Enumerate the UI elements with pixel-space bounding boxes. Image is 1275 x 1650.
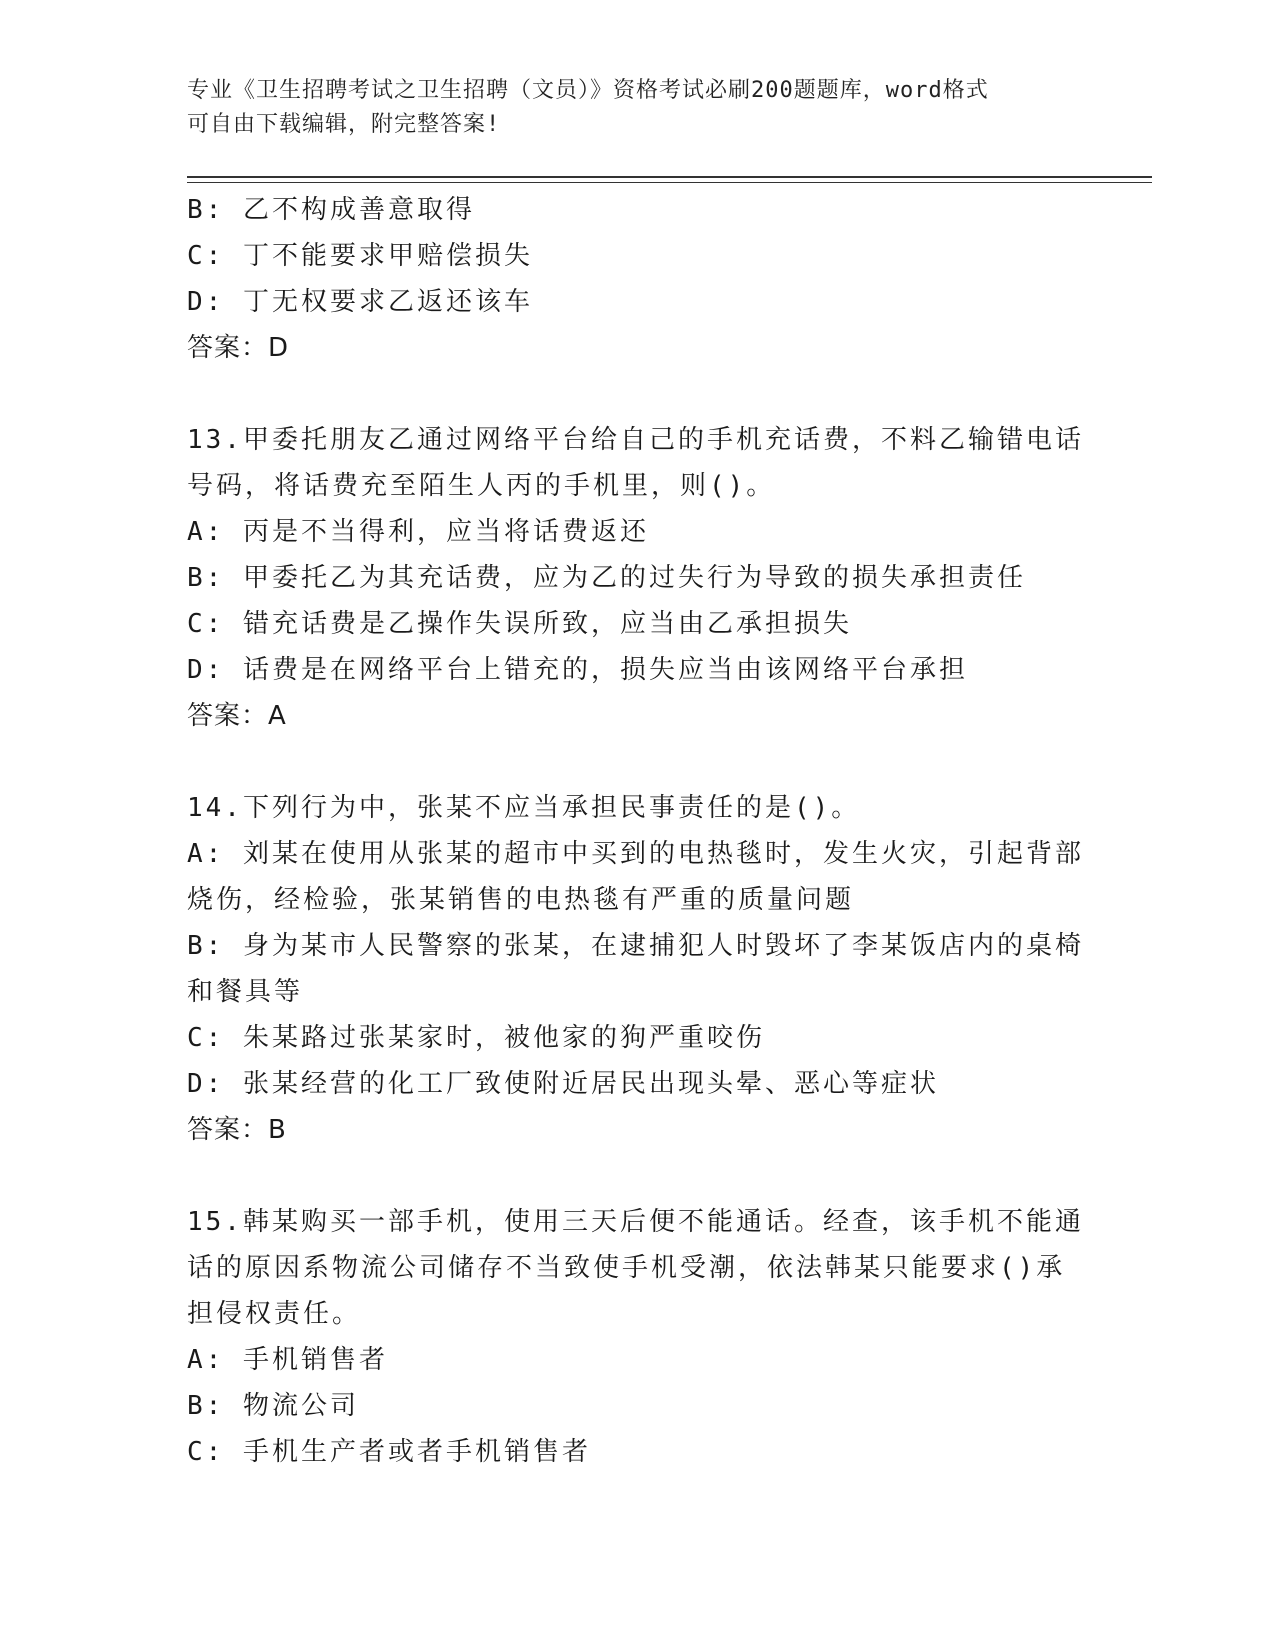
option-b: B: 物流公司 [187,1391,359,1421]
option-b: B: 甲委托乙为其充话费，应为乙的过失行为导致的损失承担责任 [187,563,1026,593]
header-divider-thin [187,182,1152,183]
question-stem: 话的原因系物流公司储存不当致使手机受潮，依法韩某只能要求()承 [187,1253,1066,1283]
question-14 [187,785,1084,1153]
header-line-2: 可自由下载编辑，附完整答案! [187,112,501,137]
option-a: A: 刘某在使用从张某的超市中买到的电热毯时，发生火灾，引起背部 [187,839,1084,869]
question-stem: 担侵权责任。 [187,1299,362,1329]
header-line-1: 专业《卫生招聘考试之卫生招聘（文员）》资格考试必刷200题题库，word格式 [187,78,989,103]
option-b-continued: 和餐具等 [187,977,304,1007]
question-stem: 13.甲委托朋友乙通过网络平台给自己的手机充话费，不料乙输错电话 [187,425,1084,455]
option-c: C: 手机生产者或者手机销售者 [187,1437,591,1467]
header-divider-thick [187,176,1152,178]
option-b: B: 身为某市人民警察的张某，在逮捕犯人时毁坏了李某饭店内的桌椅 [187,931,1084,961]
question-stem: 14.下列行为中，张某不应当承担民事责任的是()。 [187,793,861,823]
question-13 [187,417,1084,739]
option-c: C: 朱某路过张某家时，被他家的狗严重咬伤 [187,1023,765,1053]
option-d: D: 丁无权要求乙返还该车 [187,287,533,317]
question-15 [187,1199,1084,1475]
option-c: C: 错充话费是乙操作失误所致，应当由乙承担损失 [187,609,852,639]
question-content [187,187,1084,1475]
spacer [187,1153,1067,1199]
answer-line: 答案：B [187,1115,287,1145]
option-d: D: 话费是在网络平台上错充的，损失应当由该网络平台承担 [187,655,968,685]
question-stem: 号码，将话费充至陌生人丙的手机里，则()。 [187,471,776,501]
answer-line: 答案：A [187,701,287,731]
spacer [187,739,1067,785]
document-header [187,74,1087,142]
option-a-continued: 烧伤，经检验，张某销售的电热毯有严重的质量问题 [187,885,855,915]
question-stem: 15.韩某购买一部手机，使用三天后便不能通话。经查，该手机不能通 [187,1207,1084,1237]
spacer [187,371,1067,417]
option-a: A: 手机销售者 [187,1345,388,1375]
option-c: C: 丁不能要求甲赔偿损失 [187,241,533,271]
answer-line: 答案：D [187,333,290,363]
option-a: A: 丙是不当得利，应当将话费返还 [187,517,649,547]
option-d: D: 张某经营的化工厂致使附近居民出现头晕、恶心等症状 [187,1069,939,1099]
option-b: B: 乙不构成善意取得 [187,195,475,225]
question-12 [187,187,1067,371]
